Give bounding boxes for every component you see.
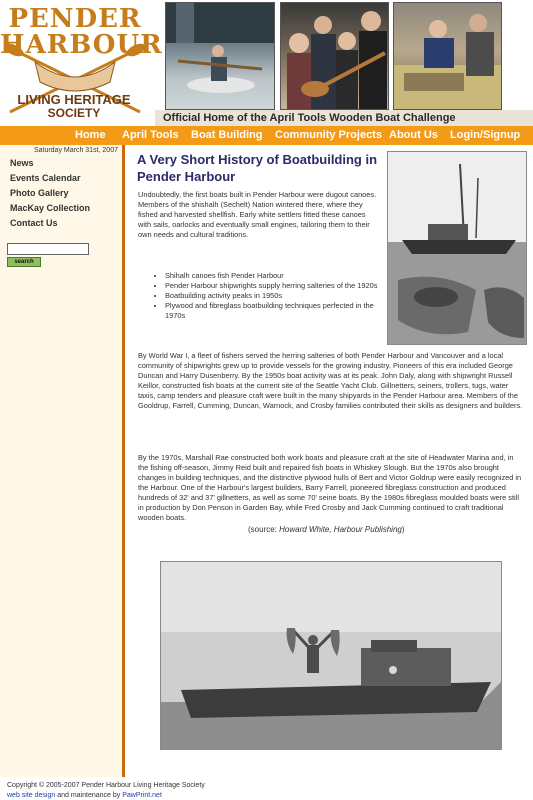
sidebar-item-photo-gallery[interactable]: Photo Gallery	[10, 188, 69, 198]
sidebar-item-news[interactable]: News	[10, 158, 34, 168]
web-site-design-link[interactable]: web site design	[7, 792, 56, 799]
sidebar-item-contact-us[interactable]: Contact Us	[10, 218, 58, 228]
logo-text-harbour: HARBOUR	[0, 30, 163, 60]
footer-credits-middle: and maintenance by	[55, 792, 123, 799]
source-prefix: (source:	[248, 525, 280, 534]
nav-community-projects[interactable]: Community Projects	[275, 129, 382, 141]
search-input[interactable]	[7, 243, 89, 255]
footer-credits	[7, 792, 162, 799]
site-footer	[0, 778, 533, 800]
nav-login-signup[interactable]: Login/Signup	[450, 129, 521, 141]
history-paragraph-3: By the 1970s, Marshall Rae constructed both work boats and pleasure craft at the site of Headwater Marina and, in the fishing off-season, Jimmy Reid built and repaired fish boats in Whiskey Slough. But the 1970s also brought changes in building techniques, and the distinctive plywood hulls of Bert and Victor Goldrup were easily recognized in the Harbour. One of the Harbour's largest builders, Barry Farrell, pioneered fibreglass construction and produced hundreds of 32' and 37' gillnetters, as well as some 70' seine boats. By the 1980s fibreglass moulded boats were still in production by Don Penson in Garden Bay, while Fred Crosby and Jack Cumming continued to craft traditional wooden boats.	[138, 453, 522, 522]
header-photo-group	[280, 2, 389, 110]
sidebar-item-events-calendar[interactable]: Events Calendar	[10, 173, 81, 183]
nav-april-tools[interactable]: April Tools	[122, 129, 179, 141]
header-photo-paddler	[165, 2, 275, 110]
logo-text-living-heritage: LIVING HERITAGE	[17, 92, 131, 107]
logo-text-pender: PENDER	[8, 4, 142, 34]
history-paragraph-2: By World War I, a fleet of fishers served the herring salteries of both Pender Harbour and Vancouver and a local community of shipwrights grew up to provide vessels for the growing industry. Pioneers of this era included George Duncan and Harry Dusenberry. By the 1950s boat activity was at its peak. John Daly, along with shipwright Russell Keillor, constructed fish boats at the current site of the Seattle Yacht Club. Gillnetters, seiners, trollers, tugs, water taxis, camp tenders and pleasure craft were built in the many shipyards in the Pender Harbour area. Members of the Gooldrup, Farrell, Cumming, Duncan, Warnock, and Crosby families contributed their skills as designers and builders.	[138, 351, 523, 410]
main-content	[125, 145, 533, 777]
sidebar-item-mackay-collection[interactable]: MacKay Collection	[10, 203, 91, 213]
copyright-notice: Copyright © 2005-2007 Pender Harbour Living Heritage Society	[7, 782, 205, 789]
left-sidebar	[0, 145, 125, 777]
intro-paragraph: Undoubtedly, the first boats built in Pender Harbour were dugout canoes. Members of the shishalh (Sechelt) Nation wintered there, where they fished and harvested shellfish. Early white settlers fitted these canoes with sails, oarlocks and eventually small engines, tailoring them to their own needs and cultural traditions.	[138, 190, 377, 239]
list-item: • Shihalh canoes fish Pender Harbour	[165, 271, 380, 281]
main-navigation	[0, 126, 533, 145]
site-header	[0, 0, 533, 126]
historic-boats-photo	[387, 151, 527, 345]
list-item: • Plywood and fibreglass boatbuilding techniques perfected in the 1970s	[165, 301, 380, 321]
list-item: • Boatbuilding activity peaks in 1950s	[165, 291, 380, 301]
logo-text-society: SOCIETY	[47, 106, 101, 120]
list-item: • Pender Harbour shipwrights supply herring salteries of the 1920s	[165, 281, 380, 291]
source-title: Howard White, Harbour Publishing	[279, 525, 402, 534]
search-button[interactable]: search	[7, 257, 41, 267]
nav-about-us[interactable]: About Us	[389, 129, 438, 141]
site-tagline: Official Home of the April Tools Wooden Boat Challenge	[155, 110, 533, 126]
page-title: A Very Short History of Boatbuilding in Pender Harbour	[137, 152, 378, 184]
nav-home[interactable]: Home	[75, 129, 106, 141]
source-suffix: )	[401, 525, 405, 534]
pawprint-link[interactable]: PawPrint.net	[122, 792, 162, 799]
nav-boat-building[interactable]: Boat Building	[191, 129, 263, 141]
header-photo-workshop	[393, 2, 502, 110]
current-date: Saturday March 31st, 2007	[33, 147, 118, 154]
site-logo[interactable]	[0, 0, 163, 126]
history-bullet-list	[153, 271, 380, 321]
source-citation	[248, 525, 405, 534]
fisherman-boat-photo	[160, 561, 502, 750]
